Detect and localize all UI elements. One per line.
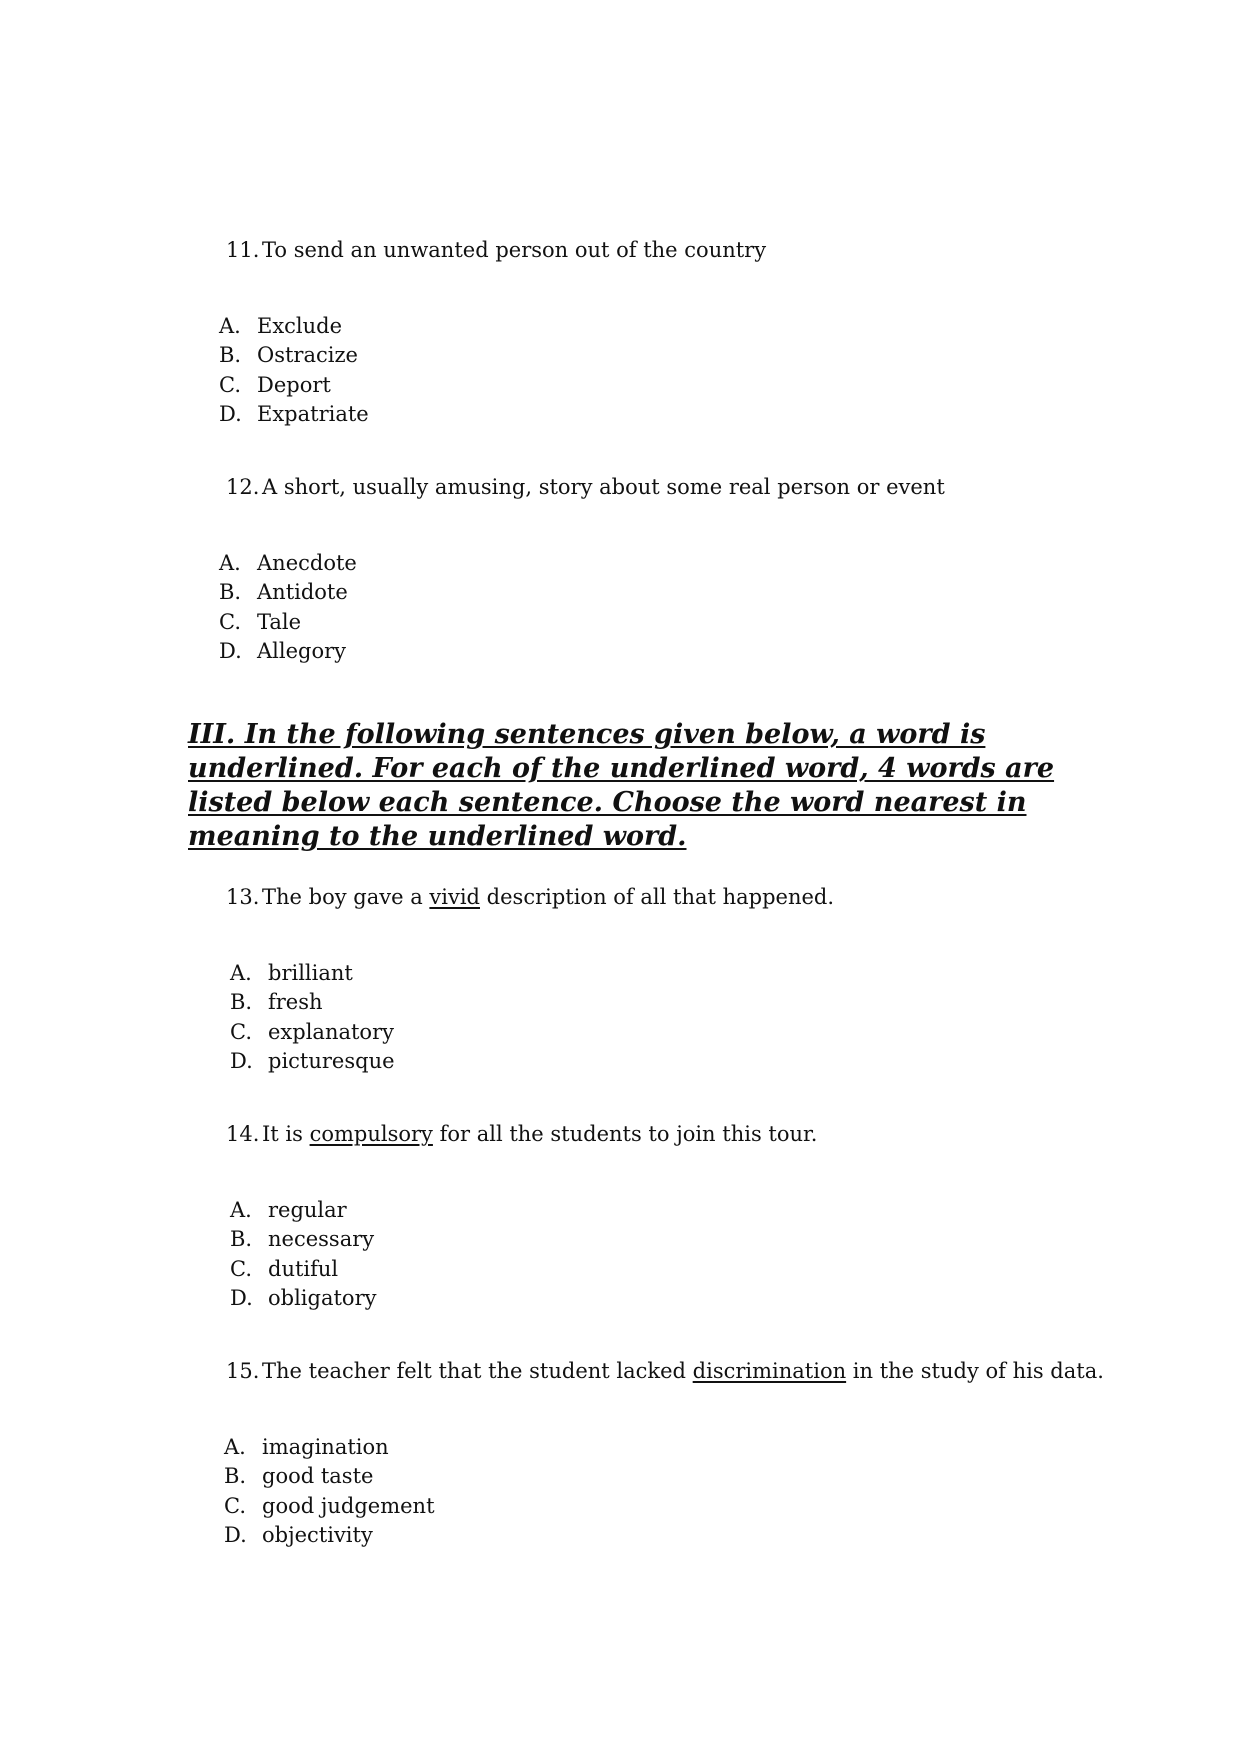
section-heading: III. In the following sentences given below, a word is underlined. For each of the underlined word, 4 words are listed below each sentence. Choose the word nearest in meaning to the underlined word.: [188, 719, 1055, 852]
option-letter: B.: [230, 990, 253, 1015]
option-a[interactable]: [230, 959, 395, 988]
option-text: Expatriate: [257, 402, 369, 427]
option-c[interactable]: [230, 1018, 395, 1047]
option-letter: A.: [230, 961, 252, 985]
option-text: Anecdote: [257, 551, 357, 575]
option-a[interactable]: [219, 549, 357, 578]
question-text-after: for all the students to join this tour.: [432, 1122, 818, 1146]
question-15-options: [224, 1433, 435, 1551]
option-b[interactable]: [219, 578, 357, 607]
option-letter: C.: [219, 372, 241, 397]
option-b[interactable]: [230, 1225, 376, 1254]
question-text: A short, usually amusing, story about some real person or event: [262, 475, 945, 499]
option-letter: D.: [230, 1286, 253, 1311]
option-c[interactable]: [224, 1492, 435, 1521]
option-letter: C.: [230, 1256, 252, 1281]
option-a[interactable]: [219, 312, 369, 341]
option-letter: D.: [230, 1049, 253, 1074]
option-text: regular: [268, 1198, 347, 1222]
question-11: [226, 238, 766, 262]
option-d[interactable]: [230, 1284, 376, 1313]
question-number: 15.: [226, 1359, 260, 1383]
option-b[interactable]: [230, 988, 395, 1017]
underlined-word: compulsory: [309, 1122, 433, 1146]
option-d[interactable]: [224, 1521, 435, 1550]
option-letter: D.: [224, 1523, 247, 1548]
option-letter: D.: [219, 402, 242, 427]
option-a[interactable]: [230, 1196, 376, 1225]
option-text: picturesque: [268, 1049, 395, 1074]
option-text: explanatory: [268, 1019, 394, 1044]
option-letter: A.: [230, 1198, 252, 1222]
option-b[interactable]: [219, 341, 369, 370]
question-14: [226, 1122, 817, 1146]
option-letter: B.: [224, 1464, 247, 1489]
option-text: Antidote: [257, 580, 348, 605]
option-c[interactable]: [219, 371, 369, 400]
option-letter: A.: [219, 314, 241, 338]
option-letter: C.: [219, 609, 241, 634]
option-letter: B.: [219, 580, 242, 605]
question-text-before: The boy gave a: [262, 885, 430, 909]
question-text-after: description of all that happened.: [480, 885, 835, 909]
question-11-options: [219, 312, 369, 430]
option-text: objectivity: [262, 1523, 373, 1548]
question-number: 14.: [226, 1122, 260, 1146]
question-text-before: The teacher felt that the student lacked: [262, 1359, 693, 1383]
option-text: Deport: [257, 372, 331, 397]
underlined-word: vivid: [429, 885, 480, 909]
question-12: [226, 475, 945, 499]
option-text: fresh: [268, 990, 323, 1015]
option-text: Allegory: [257, 639, 347, 664]
question-15: [226, 1359, 1104, 1383]
option-b[interactable]: [224, 1462, 435, 1491]
question-text-after: in the study of his data.: [846, 1359, 1104, 1383]
option-text: good judgement: [262, 1493, 435, 1518]
option-text: necessary: [268, 1227, 375, 1252]
question-text-before: It is: [262, 1122, 310, 1146]
option-text: Exclude: [257, 314, 343, 338]
option-d[interactable]: [219, 400, 369, 429]
option-d[interactable]: [219, 637, 357, 666]
option-c[interactable]: [219, 608, 357, 637]
option-letter: C.: [224, 1493, 246, 1518]
option-d[interactable]: [230, 1047, 395, 1076]
question-number: 11.: [226, 238, 260, 262]
question-14-options: [230, 1196, 376, 1314]
underlined-word: discrimination: [692, 1359, 847, 1383]
question-number: 12.: [226, 475, 260, 499]
option-text: imagination: [262, 1435, 389, 1459]
option-letter: B.: [230, 1227, 253, 1252]
option-letter: D.: [219, 639, 242, 664]
option-text: brilliant: [268, 961, 353, 985]
option-text: Ostracize: [257, 343, 358, 368]
option-letter: C.: [230, 1019, 252, 1044]
question-13: [226, 885, 834, 909]
option-a[interactable]: [224, 1433, 435, 1462]
question-number: 13.: [226, 885, 260, 909]
question-13-options: [230, 959, 395, 1077]
option-text: good taste: [262, 1464, 374, 1489]
option-text: obligatory: [268, 1286, 377, 1311]
question-12-options: [219, 549, 357, 667]
option-text: Tale: [257, 609, 302, 634]
question-text: To send an unwanted person out of the country: [262, 238, 767, 262]
option-letter: A.: [224, 1435, 246, 1459]
option-text: dutiful: [268, 1256, 339, 1281]
option-letter: B.: [219, 343, 242, 368]
option-c[interactable]: [230, 1255, 376, 1284]
option-letter: A.: [219, 551, 241, 575]
